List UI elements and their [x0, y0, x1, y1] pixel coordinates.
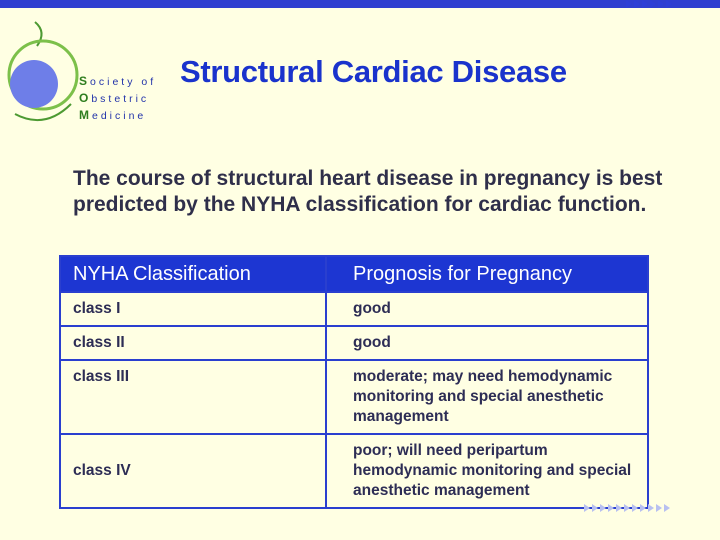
prognosis-cell: poor; will need peripartum hemodynamic monitoring and special anesthetic management	[326, 434, 648, 508]
table-header-row	[60, 256, 648, 292]
intro-text: The course of structural heart disease in pregnancy is best predicted by the NYHA classification for cardiac function.	[73, 167, 663, 216]
class-cell: class III	[60, 360, 326, 434]
table-row	[60, 434, 648, 508]
nav-arrows-top-icon	[626, 0, 674, 8]
class-cell: class I	[60, 292, 326, 326]
prognosis-cell: good	[326, 326, 648, 360]
table-row	[60, 360, 648, 434]
prognosis-cell: moderate; may need hemodynamic monitoring and special anesthetic management	[326, 360, 648, 434]
nyha-table	[59, 255, 649, 509]
class-cell: class IV	[60, 434, 326, 508]
slide-title: Structural Cardiac Disease	[180, 54, 567, 89]
class-cell: class II	[60, 326, 326, 360]
prognosis-cell: good	[326, 292, 648, 326]
table-row	[60, 292, 648, 326]
header-prognosis: Prognosis for Pregnancy	[326, 256, 648, 292]
logo-text: Society of Obstetric Medicine	[79, 74, 157, 122]
top-bar	[0, 0, 720, 8]
nav-arrows-bottom-icon	[584, 504, 672, 512]
society-logo	[5, 18, 165, 128]
header-classification: NYHA Classification	[60, 256, 326, 292]
table-row	[60, 326, 648, 360]
